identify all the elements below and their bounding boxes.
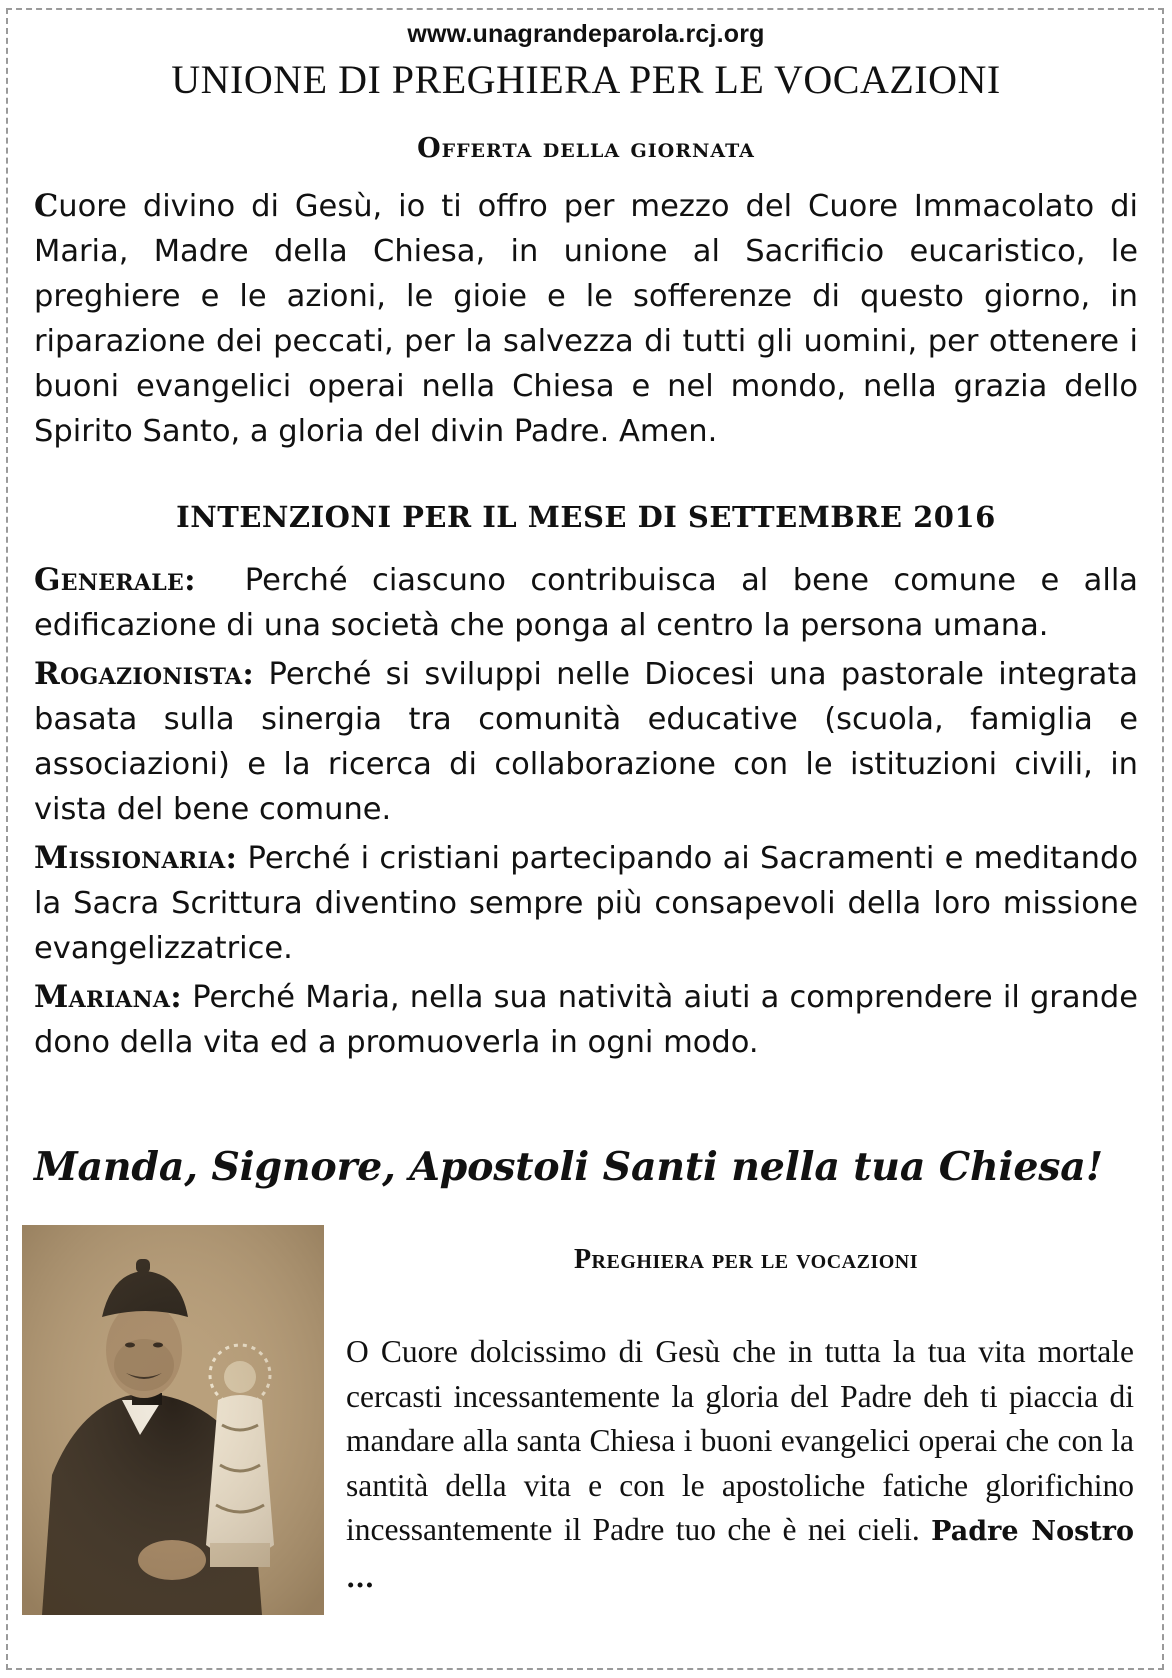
intention-generale [34,558,1138,648]
intention-text: Perché si sviluppi nelle Diocesi una pastorale integrata basata sulla sinergia tra comunità educative (scuola, famiglia e associazioni) e la ricerca di collaborazione con le istituzioni civili, in vista del bene comune. [34,657,1139,827]
offerta-text: uore divino di Gesù, io ti offro per mezzo del Cuore Immacolato di Maria, Madre della Chiesa, in unione al Sacrificio eucaristico, le preghiere e le azioni, le gioie e le sofferenze di questo giorno, in riparazione dei peccati, per la salvezza di tutti gli uomini, per ottenere i buoni evangelici operai nella Chiesa e nel mondo, nella grazia dello Spirito Santo, a gloria del divin Padre. Amen. [34,189,1138,449]
intention-rogazionista [34,652,1138,832]
preghiera-paragraph [346,1330,1134,1601]
intention-mariana [34,975,1138,1065]
intention-label: Rogazionista: [34,656,255,692]
intention-label: Generale: [34,562,196,598]
offerta-paragraph [34,184,1138,454]
drop-initial: C [34,188,59,224]
intention-label: Mariana: [34,979,183,1015]
intention-text: Perché ciascuno contribuisca al bene comune e alla edificazione di una società che ponga al centro la persona umana. [34,563,1139,643]
intention-text: Perché Maria, nella sua natività aiuti a comprendere il grande dono della vita ed a promuoverla in ogni modo. [34,980,1138,1060]
offerta-heading: Offerta della giornata [417,133,755,164]
motto: Manda, Signore, Apostoli Santi nella tua Chiesa! [34,1144,1103,1190]
priest-photo [22,1225,324,1615]
intention-label: Missionaria: [34,840,238,876]
preghiera-heading: Preghiera per le vocazioni [573,1244,919,1275]
intentions-list [34,558,1138,1069]
preghiera-text: O Cuore dolcissimo di Gesù che in tutta la tua vita mortale cercasti incessantemente la gloria del Padre deh ti piaccia di mandare alla santa Chiesa i buoni evangelici operai che con la santità della vita e con le apostoliche fatiche glorifichino incessantemente il Padre tuo che è nei cieli. [346,1334,1134,1547]
priest-photo-illustration [22,1225,324,1615]
intention-missionaria [34,836,1138,971]
website-url[interactable]: www.unagrandeparola.rcj.org [407,20,765,48]
page-title: UNIONE DI PREGHIERA PER LE VOCAZIONI [171,57,1001,102]
intenzioni-heading: INTENZIONI PER IL MESE DI SETTEMBRE 2016 [176,500,996,534]
preghiera-closing: Padre Nostro ... [346,1516,1135,1594]
intention-text: Perché i cristiani partecipando ai Sacramenti e meditando la Sacra Scrittura diventino sempre più consapevoli della loro missione evangelizzatrice. [34,841,1138,966]
